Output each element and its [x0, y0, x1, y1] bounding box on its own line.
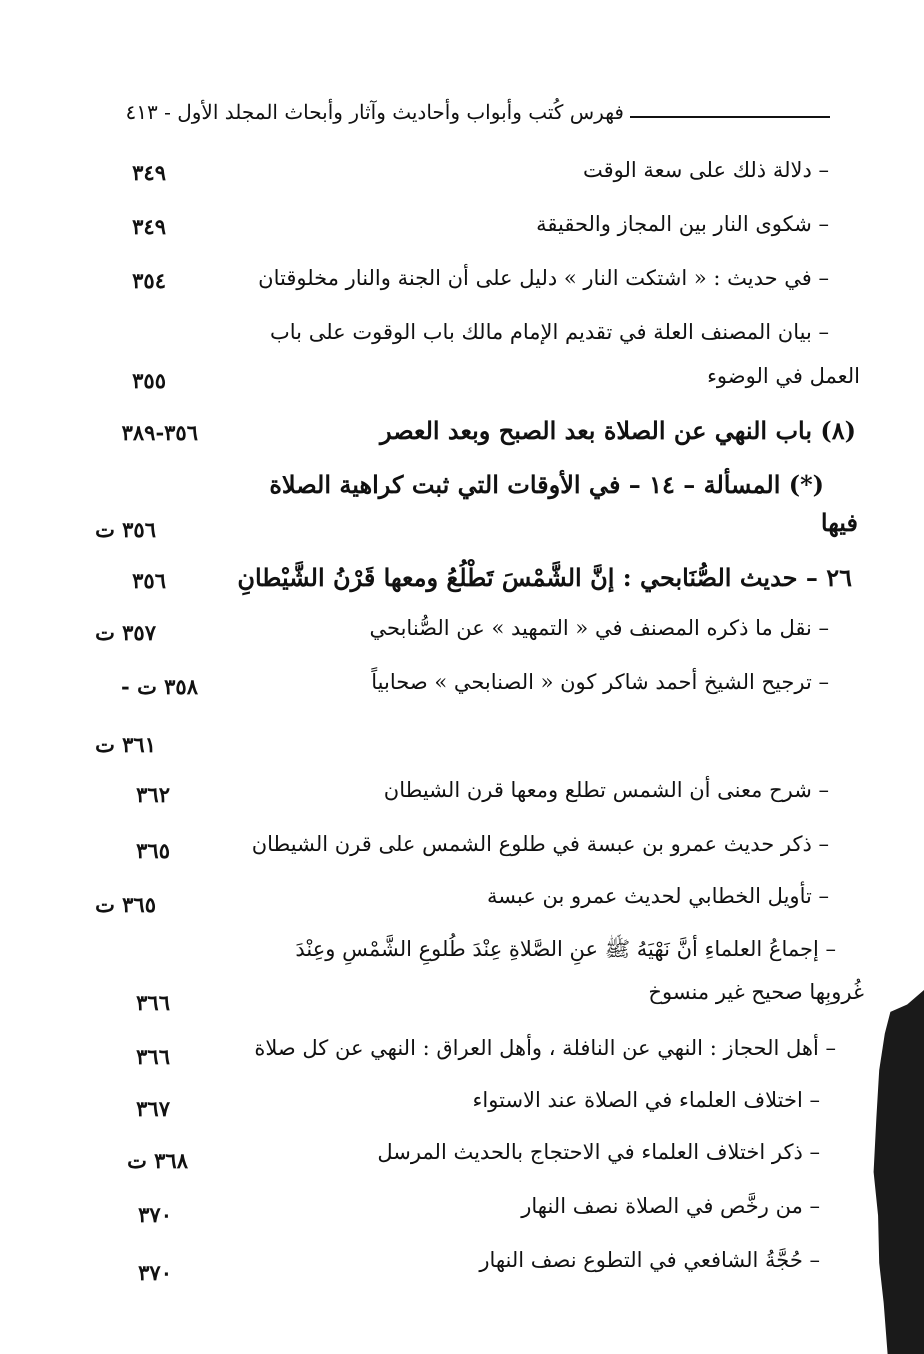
- index-entry: – تأويل الخطابي لحديث عمرو بن عبسة: [487, 884, 829, 908]
- page-number: ٣٥٦ ت: [95, 517, 156, 542]
- index-entry: – في حديث : « اشتكت النار » دليل على أن الجنة والنار مخلوقتان: [258, 266, 829, 290]
- index-entry: – حُجَّةُ الشافعي في التطوع نصف النهار: [479, 1248, 820, 1272]
- index-entry: – دلالة ذلك على سعة الوقت: [582, 158, 829, 182]
- page-number: ٣٦٨ ت: [127, 1148, 188, 1173]
- page-number: ٣٦٦: [136, 1044, 170, 1069]
- index-entry: – ذكر اختلاف العلماء في الاحتجاج بالحديث المرسل: [377, 1140, 820, 1164]
- page-number: ٣٧٠: [138, 1260, 172, 1285]
- issue-heading-line1: (*) المسألة – ١٤ – في الأوقات التي ثبت كراهية الصلاة: [269, 470, 824, 499]
- index-entry-line2: العمل في الوضوء: [707, 364, 860, 388]
- index-entry-line1: – بيان المصنف العلة في تقديم الإمام مالك باب الوقوت على باب: [270, 320, 829, 344]
- chapter-heading: (٨) باب النهي عن الصلاة بعد الصبح وبعد العصر: [379, 416, 856, 445]
- page-number: ٣٧٠: [138, 1202, 172, 1227]
- page-number-continued: ٣٦١ ت: [95, 732, 156, 757]
- page-number: ٣٥٤: [132, 268, 166, 293]
- torn-page-edge: [868, 990, 924, 1354]
- running-header: فهرس كُتب وأبواب وأحاديث وآثار وأبحاث المجلد الأول - ٤١٣: [125, 100, 624, 124]
- page-number: ٣٥٨ ت -: [121, 674, 198, 699]
- index-entry-line1: – إجماعُ العلماءِ أنَّ نَهْيَهُ ﷺ عنِ الصَّلاةِ عِنْدَ طُلوعِ الشَّمْسِ وعِنْدَ: [295, 937, 836, 961]
- page-number: ٣٤٩: [132, 214, 166, 239]
- index-entry: – شرح معنى أن الشمس تطلع ومعها قرن الشيطان: [383, 778, 829, 802]
- page-number: ٣٤٩: [132, 160, 166, 185]
- index-entry: – نقل ما ذكره المصنف في « التمهيد » عن الصُّنابحي: [369, 616, 829, 640]
- page-number: ٣٥٦: [132, 568, 166, 593]
- index-entry: – أهل الحجاز : النهي عن النافلة ، وأهل العراق : النهي عن كل صلاة: [254, 1036, 836, 1060]
- index-entry: – شكوى النار بين المجاز والحقيقة: [536, 212, 829, 236]
- index-entry: – ذكر حديث عمرو بن عبسة في طلوع الشمس على قرن الشيطان: [251, 832, 829, 856]
- page-number: ٣٦٢: [136, 782, 170, 807]
- index-entry-line2: غُروبِها صحيح غير منسوخ: [648, 980, 864, 1004]
- hadith-heading: ٢٦ – حديث الصُّنَابحي : إنَّ الشَّمْسَ تَطْلُعُ ومعها قَرْنُ الشَّيْطانِ: [237, 563, 852, 592]
- page-number: ٣٦٦: [136, 990, 170, 1015]
- header-rule: [630, 116, 830, 118]
- index-entry: – اختلاف العلماء في الصلاة عند الاستواء: [472, 1088, 820, 1112]
- issue-heading-line2: فيها: [820, 508, 858, 537]
- page-number: ٣٦٥: [136, 838, 170, 863]
- page-range: ٣٥٦-٣٨٩: [121, 420, 198, 445]
- page-number: ٣٥٥: [132, 368, 166, 393]
- page-number: ٣٦٥ ت: [95, 892, 156, 917]
- index-entry: – ترجيح الشيخ أحمد شاكر كون « الصنابحي » صحابياً: [371, 670, 829, 694]
- index-entry: – من رخَّص في الصلاة نصف النهار: [521, 1194, 820, 1218]
- page-number: ٣٥٧ ت: [95, 620, 156, 645]
- page-number: ٣٦٧: [136, 1096, 170, 1121]
